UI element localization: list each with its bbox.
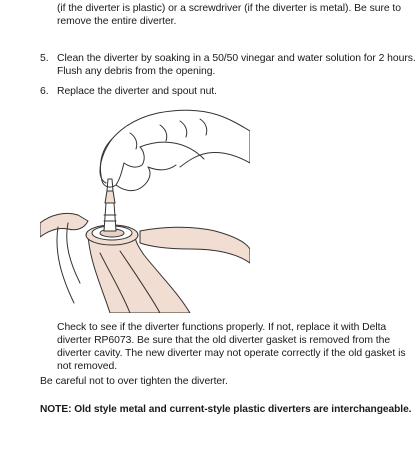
step6-number: 6. (40, 86, 49, 97)
check-line4: not removed. (57, 361, 118, 372)
check-line2: diverter RP6073. Be sure that the old diverter gasket is removed from the (57, 335, 391, 346)
check-line1: Check to see if the diverter functions properly. If not, replace it with Delta (57, 322, 387, 333)
step5-number: 5. (40, 53, 49, 64)
check-line3: diverter cavity. The new diverter may not operate correctly if the old gasket is (57, 348, 406, 359)
note-text: NOTE: Old style metal and current-style plastic diverters are interchangeable. (40, 404, 412, 415)
hand-diverter-faucet-illustration (40, 103, 250, 313)
step4-line2: remove the entire diverter. (57, 16, 177, 27)
step5-line1: Clean the diverter by soaking in a 50/50 vinegar and water solution for 2 hours. (57, 53, 416, 64)
step5-line2: Flush any debris from the opening. (57, 66, 216, 77)
caution-text: Be careful not to over tighten the diverter. (40, 376, 228, 387)
step4-line1: (if the diverter is plastic) or a screwdriver (if the diverter is metal). Be sure to (57, 3, 401, 14)
step6-line1: Replace the diverter and spout nut. (57, 86, 217, 97)
